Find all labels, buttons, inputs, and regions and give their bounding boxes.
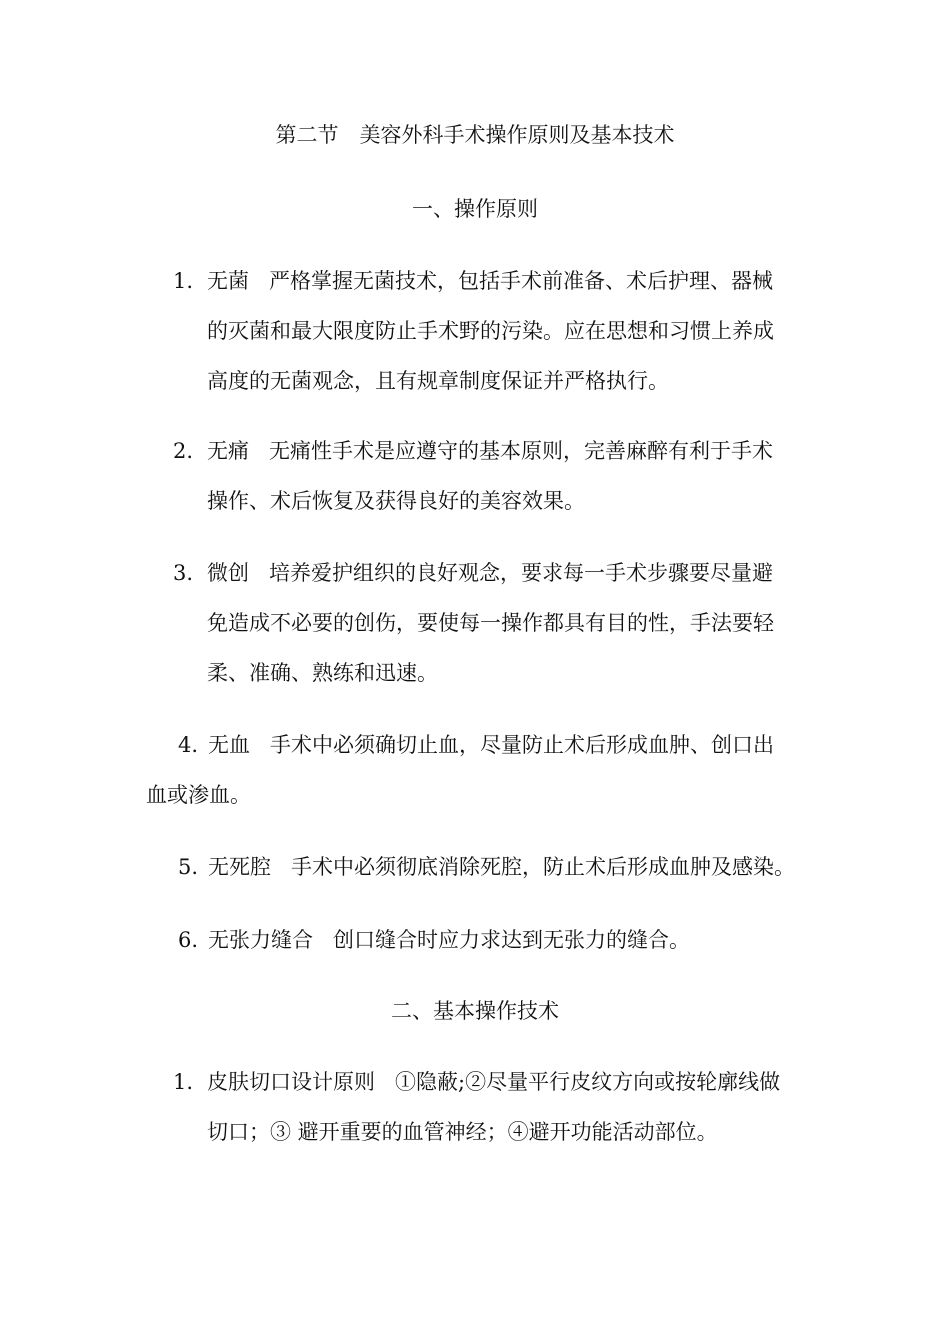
item-number: 1. bbox=[173, 1070, 194, 1094]
paragraph-line: 高度的无菌观念，且有规章制度保证并严格执行。 bbox=[207, 369, 669, 393]
item-number: 6. bbox=[178, 928, 199, 952]
item-number: 5. bbox=[178, 855, 199, 879]
item-term: 无痛 bbox=[207, 439, 249, 463]
paragraph-line bbox=[173, 437, 773, 487]
section-heading-operation-principles: 一、操作原则 bbox=[412, 197, 538, 221]
paragraph-line bbox=[173, 559, 774, 609]
paragraph-line bbox=[173, 267, 774, 317]
section-heading-basic-techniques: 二、基本操作技术 bbox=[391, 999, 559, 1023]
document-title: 第二节 美容外科手术操作原则及基本技术 bbox=[275, 123, 675, 147]
paragraph-line: 免造成不必要的创伤，要使每一操作都具有目的性，手法要轻 bbox=[207, 611, 774, 635]
paragraph-line: 血或渗血。 bbox=[146, 783, 251, 807]
item-text: 创口缝合时应力求达到无张力的缝合。 bbox=[333, 928, 690, 952]
paragraph-line: 操作、术后恢复及获得良好的美容效果。 bbox=[207, 489, 585, 513]
item-term: 无张力缝合 bbox=[208, 928, 313, 952]
principle-item-no-dead-space bbox=[178, 853, 795, 903]
item-term: 无血 bbox=[208, 733, 250, 757]
item-number: 1. bbox=[173, 269, 194, 293]
principle-item-aseptic bbox=[173, 267, 774, 417]
item-term: 无死腔 bbox=[208, 855, 271, 879]
item-text: ①隐蔽;②尽量平行皮纹方向或按轮廓线做 bbox=[395, 1070, 781, 1094]
principle-item-minimally-invasive bbox=[173, 559, 774, 709]
item-text: 手术中必须彻底消除死腔，防止术后形成血肿及感染。 bbox=[291, 855, 795, 879]
item-term: 无菌 bbox=[207, 269, 249, 293]
item-term: 微创 bbox=[207, 561, 249, 585]
item-number: 4. bbox=[178, 733, 199, 757]
item-number: 2. bbox=[173, 439, 194, 463]
item-text: 无痛性手术是应遵守的基本原则，完善麻醉有利于手术 bbox=[269, 439, 773, 463]
principle-item-bloodless bbox=[146, 731, 774, 831]
principle-item-painless bbox=[173, 437, 773, 537]
paragraph-line bbox=[146, 731, 774, 781]
item-text: 手术中必须确切止血，尽量防止术后形成血肿、创口出 bbox=[270, 733, 774, 757]
item-term: 皮肤切口设计原则 bbox=[207, 1070, 375, 1094]
principle-item-tension-free-suture bbox=[178, 926, 690, 976]
technique-item-skin-incision bbox=[173, 1068, 780, 1168]
paragraph-line bbox=[178, 926, 690, 976]
paragraph-line bbox=[173, 1068, 780, 1118]
paragraph-line bbox=[178, 853, 795, 903]
item-text: 严格掌握无菌技术，包括手术前准备、术后护理、器械 bbox=[269, 269, 773, 293]
paragraph-line: 柔、准确、熟练和迅速。 bbox=[207, 661, 438, 685]
paragraph-line: 切口；③ 避开重要的血管神经；④避开功能活动部位。 bbox=[207, 1120, 718, 1144]
paragraph-line: 的灭菌和最大限度防止手术野的污染。应在思想和习惯上养成 bbox=[207, 319, 774, 343]
item-text: 培养爱护组织的良好观念，要求每一手术步骤要尽量避 bbox=[269, 561, 773, 585]
item-number: 3. bbox=[173, 561, 194, 585]
